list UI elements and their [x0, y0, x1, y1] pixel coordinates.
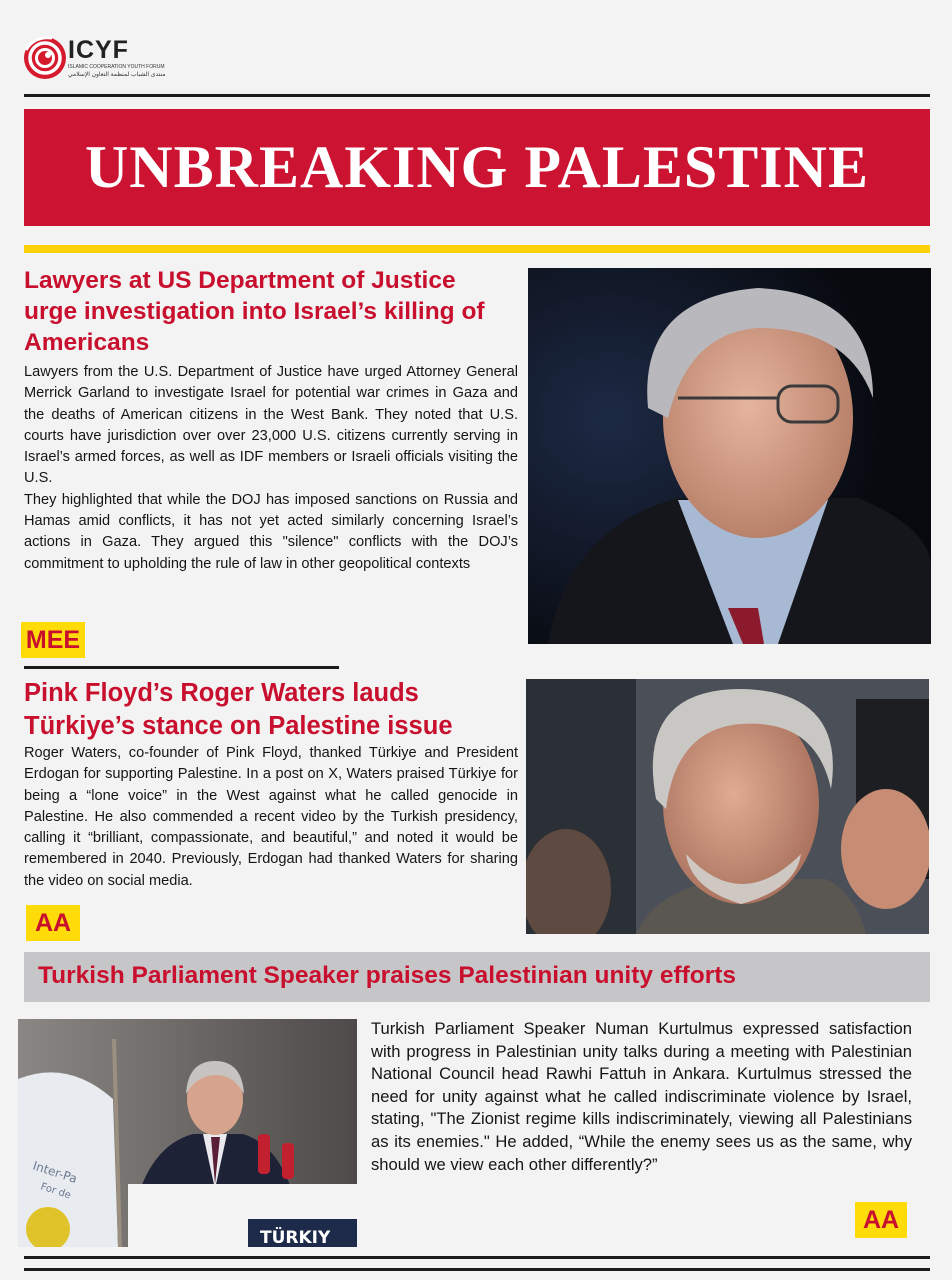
article-2-source-tag: AA	[26, 905, 80, 941]
banner-accent-bar	[24, 245, 930, 253]
article-2-paragraph-1: Roger Waters, co-founder of Pink Floyd, thanked Türkiye and President Erdogan for supporting Palestine. In a post on X, Waters praised Türkiye for being a “lone voice” in the West against what he called genocide in Palestine. He also commended a recent video by the Turkish presidency, calling it “brilliant, compassionate, and beautiful,” and noted it would be remembered in 2040. Previously, Erdogan had thanked Waters for sharing the video on social media.	[24, 745, 518, 889]
article-2-headline: Pink Floyd’s Roger Waters lauds Türkiye’s stance on Palestine issue	[24, 679, 453, 740]
podium-text: TÜRKIY	[260, 1228, 331, 1247]
portrait-image-icon	[526, 679, 929, 934]
article-1-body	[24, 362, 518, 575]
icyf-logo	[22, 34, 166, 84]
article-1-paragraph-1: Lawyers from the U.S. Department of Justice have urged Attorney General Merrick Garland to investigate Israel for potential war crimes in Gaza and the deaths of American citizens in the West Bank. They noted that U.S. courts have jurisdiction over over 23,000 U.S. citizens currently serving in Israel’s armed forces, as well as IDF members or Israeli officials visiting the U.S.	[24, 364, 518, 487]
article-2-body	[24, 743, 518, 892]
logo-tagline-en: ISLAMIC COOPERATION YOUTH FORUM	[68, 64, 165, 70]
article-1-photo	[528, 268, 931, 644]
article-2-photo	[526, 679, 929, 934]
footer-rule-2	[24, 1268, 930, 1271]
footer-rule-1	[24, 1256, 930, 1259]
logo-tagline-ar: منتدى الشباب لمنظمة التعاون الإسلامي	[68, 72, 166, 78]
logo-name: ICYF	[68, 36, 129, 64]
article-3-source-tag: AA	[855, 1202, 907, 1238]
article-1-headline: Lawyers at US Department of Justice urge investigation into Israel’s killing of Americans	[24, 267, 485, 356]
icyf-emblem-icon	[22, 34, 68, 80]
portrait-image-icon	[528, 268, 931, 644]
portrait-image-icon	[18, 1019, 357, 1247]
article-1-source-tag: MEE	[21, 622, 85, 658]
flag-text: Inter-Pa	[31, 1158, 79, 1187]
flag-text-2: For de	[39, 1181, 73, 1202]
header-rule	[24, 94, 930, 97]
article-3-paragraph-1: Turkish Parliament Speaker Numan Kurtulmus expressed satisfaction with progress in Palestinian unity talks during a meeting with Palestinian National Council head Rawhi Fattuh in Ankara. Kurtulmus stressed the need for unity against what he called indiscriminate violence by Israel, stating, "The Zionist regime kills indiscriminately, viewing all Palestinians as its enemies." He added, “While the enemy sees us as the same, why should we view each other differently?”	[371, 1019, 912, 1174]
article-3-headline: Turkish Parliament Speaker praises Palestinian unity efforts	[38, 962, 737, 989]
article-1-paragraph-2: They highlighted that while the DOJ has imposed sanctions on Russia and Hamas amid conflicts, it has not yet acted similarly concerning Israel’s actions in Gaza. They argued this "silence" conflicts with the DOJ’s commitment to upholding the rule of law in other geopolitical contexts	[24, 491, 518, 572]
article-3-body	[371, 1018, 912, 1176]
article-divider	[24, 666, 339, 669]
banner-title: UNBREAKING PALESTINE	[84, 134, 870, 200]
article-3-photo	[18, 1019, 357, 1247]
banner	[24, 109, 930, 226]
